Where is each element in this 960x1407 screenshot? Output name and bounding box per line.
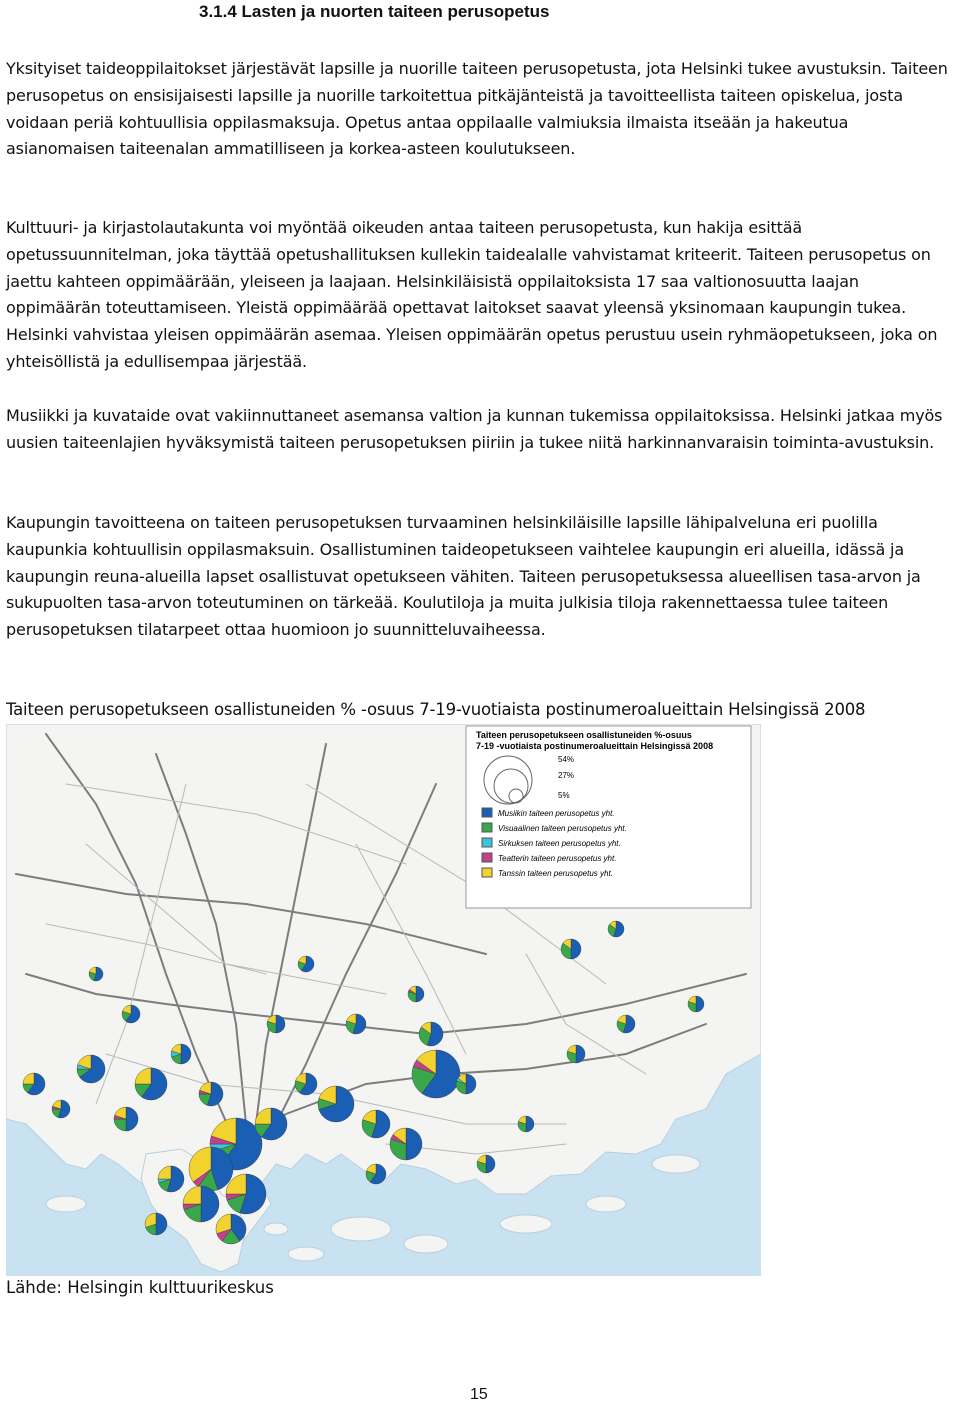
- size-legend-small: 5%: [558, 791, 570, 800]
- legend-swatch: [482, 808, 492, 817]
- legend-label: Teatterin taiteen perusopetus yht.: [498, 854, 617, 863]
- map-title-line-2: 7-19 -vuotiaista postinumeroalueittain Helsingissä 2008: [476, 741, 714, 751]
- legend-label: Sirkuksen taiteen perusopetus yht.: [498, 839, 621, 848]
- legend-swatch: [482, 838, 492, 847]
- paragraph-intro: Yksityiset taideoppilaitokset järjestävät lapsille ja nuorille taiteen perusopetusta, jota Helsinki tukee avustuksin. Taiteen perusopetus on ensisijaisesti lapsille ja nuorille tarkoitettua pitkäjänteistä ja tavoitteellista taiteen opiskelua, josta voidaan periä kohtuullisia oppilasmaksuja. Opetus antaa oppilaalle valmiuksia ilmaista itseään ja hakeutua asianomaisen taiteenalan ammatilliseen ja korkea-asteen koulutukseen.: [6, 59, 948, 159]
- legend-label: Musiikin taiteen perusopetus yht.: [498, 809, 615, 818]
- size-legend-large: 54%: [558, 755, 575, 764]
- paragraph-city-goal: Kaupungin tavoitteena on taiteen perusopetuksen turvaaminen helsinkiläisille lapsille lähipalveluna eri puolilla kaupunkia kohtuullisin oppilasmaksuin. Osallistuminen taideopetukseen vaihtelee kaupungin eri alueilla, idässä ja kaupungin reuna-alueilla lapset osallistuvat opetukseen vähiten. Taiteen perusopetuksessa alueellisen tasa-arvon ja sukupuolten tasa-arvon toteutuminen on tärkeää. Koulutiloja ja muita julkisia tiloja rakennettaessa tulee taiteen perusopetuksen tilatarpeet ottaa huomioon jo suunnitteluvaiheessa.: [6, 513, 921, 640]
- legend-swatch: [482, 868, 492, 877]
- legend-label: Visuaalinen taiteen perusopetus yht.: [498, 824, 627, 833]
- legend-swatch: [482, 853, 492, 862]
- legend-label: Tanssin taiteen perusopetus yht.: [498, 869, 613, 878]
- section-heading: 3.1.4 Lasten ja nuorten taiteen perusopetus: [199, 2, 550, 21]
- paragraph-music-visual: Musiikki ja kuvataide ovat vakiinnuttaneet asemansa valtion ja kunnan tukemissa oppilaitoksissa. Helsinki jatkaa myös uusien taiteenlajien hyväksymistä taiteen perusopetuksen piiriin ja tukee niitä harkinnanvaraisin toiminta-avustuksin.: [6, 406, 943, 452]
- paragraph-committee: Kulttuuri- ja kirjastolautakunta voi myöntää oikeuden antaa taiteen perusopetusta, kun hakija esittää opetussuunnitelman, joka täyttää opetushallituksen kullekin taidealalle vahvistamat kriteerit. Taiteen perusopetus on jaettu kahteen oppimäärään, yleiseen ja laajaan. Helsinkiläisistä oppilaitoksista 17 saa valtionosuutta laajan oppimäärän toteuttamiseen. Yleistä oppimäärää opettavat laitokset saavat yleensä yksinomaan kaupungin tukea. Helsinki vahvistaa yleisen oppimäärän asemaa. Yleisen oppimäärän opetus perustuu usein ryhmäopetukseen, joka on yhteisöllistä ja edullisempaa järjestää.: [6, 218, 938, 371]
- size-legend-medium: 27%: [558, 771, 575, 780]
- map-title-line-1: Taiteen perusopetukseen osallistuneiden %-osuus: [476, 730, 692, 740]
- map-legend-box: [466, 726, 751, 908]
- figure-caption: Taiteen perusopetukseen osallistuneiden % -osuus 7-19-vuotiaista postinumeroalueittain Helsingissä 2008: [6, 700, 866, 719]
- legend-swatch: [482, 823, 492, 832]
- page-number: 15: [470, 1386, 488, 1403]
- source-note: Lähde: Helsingin kulttuurikeskus: [6, 1278, 274, 1297]
- participation-map: [6, 724, 761, 1276]
